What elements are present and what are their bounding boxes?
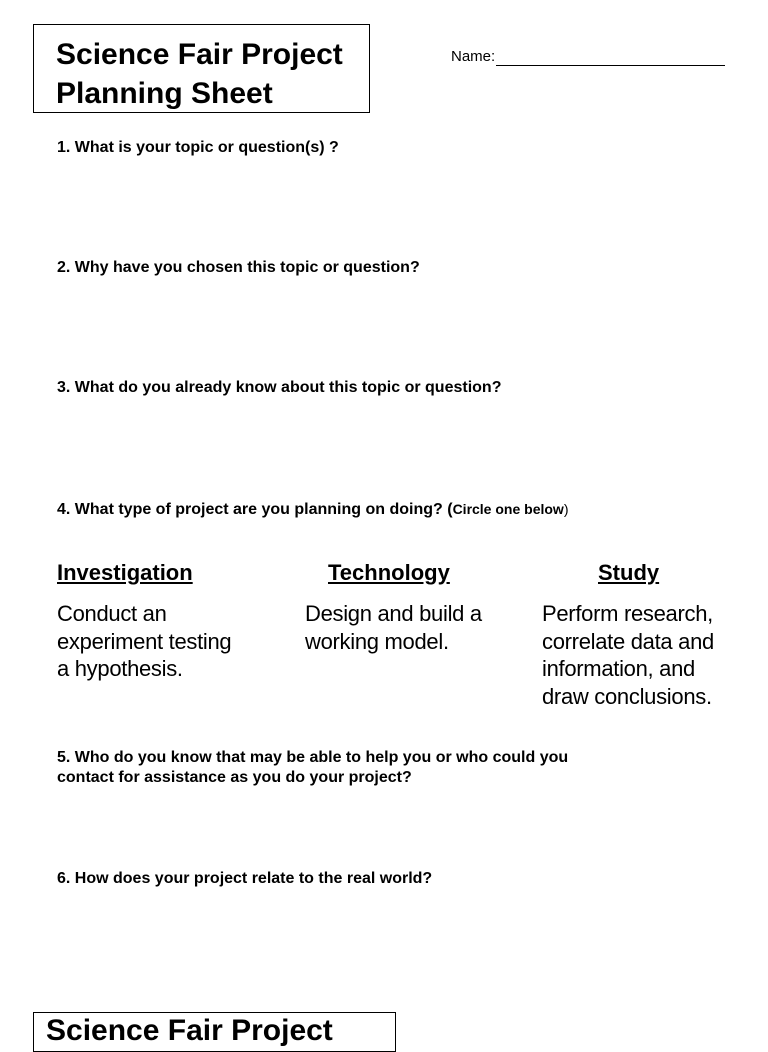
description-line: a hypothesis. (57, 656, 183, 681)
description-line: experiment testing (57, 628, 232, 654)
question-2: 2. Why have you chosen this topic or question? (57, 259, 420, 276)
title-box (33, 24, 370, 113)
description-line: Design and build a (305, 601, 482, 626)
description-line: draw conclusions. (542, 683, 712, 709)
question-4-note-close: ) (563, 501, 569, 517)
type-description-investigation (57, 600, 231, 683)
description-line: working model. (305, 628, 449, 654)
next-page-title: Science Fair Project (46, 1014, 333, 1047)
name-label: Name: (451, 48, 496, 65)
description-line: information, and (542, 656, 695, 681)
question-6: 6. How does your project relate to the real world? (57, 870, 433, 887)
name-blank-line[interactable] (496, 49, 725, 66)
question-5-line-1: 5. Who do you know that may be able to help you or who could you (57, 749, 569, 766)
question-4-note: Circle one below (452, 501, 564, 517)
question-4 (57, 499, 568, 520)
description-line: Perform research, (542, 601, 713, 626)
name-field-row (451, 48, 725, 66)
type-heading-investigation: Investigation (57, 560, 193, 585)
type-description-technology (305, 600, 482, 655)
next-page-title-box (33, 1012, 396, 1052)
question-1: 1. What is your topic or question(s) ? (57, 139, 339, 156)
page-title-line-1: Science Fair Project (56, 38, 343, 71)
type-description-study (542, 600, 714, 710)
type-heading-technology: Technology (328, 560, 450, 585)
description-line: correlate data and (542, 628, 714, 654)
question-5-line-2: contact for assistance as you do your project? (57, 769, 412, 786)
description-line: Conduct an (57, 601, 167, 626)
type-heading-study: Study (598, 560, 660, 585)
question-3: 3. What do you already know about this topic or question? (57, 379, 502, 396)
question-4-text: 4. What type of project are you planning on doing? ( (57, 501, 453, 518)
page-title-line-2: Planning Sheet (56, 77, 273, 110)
